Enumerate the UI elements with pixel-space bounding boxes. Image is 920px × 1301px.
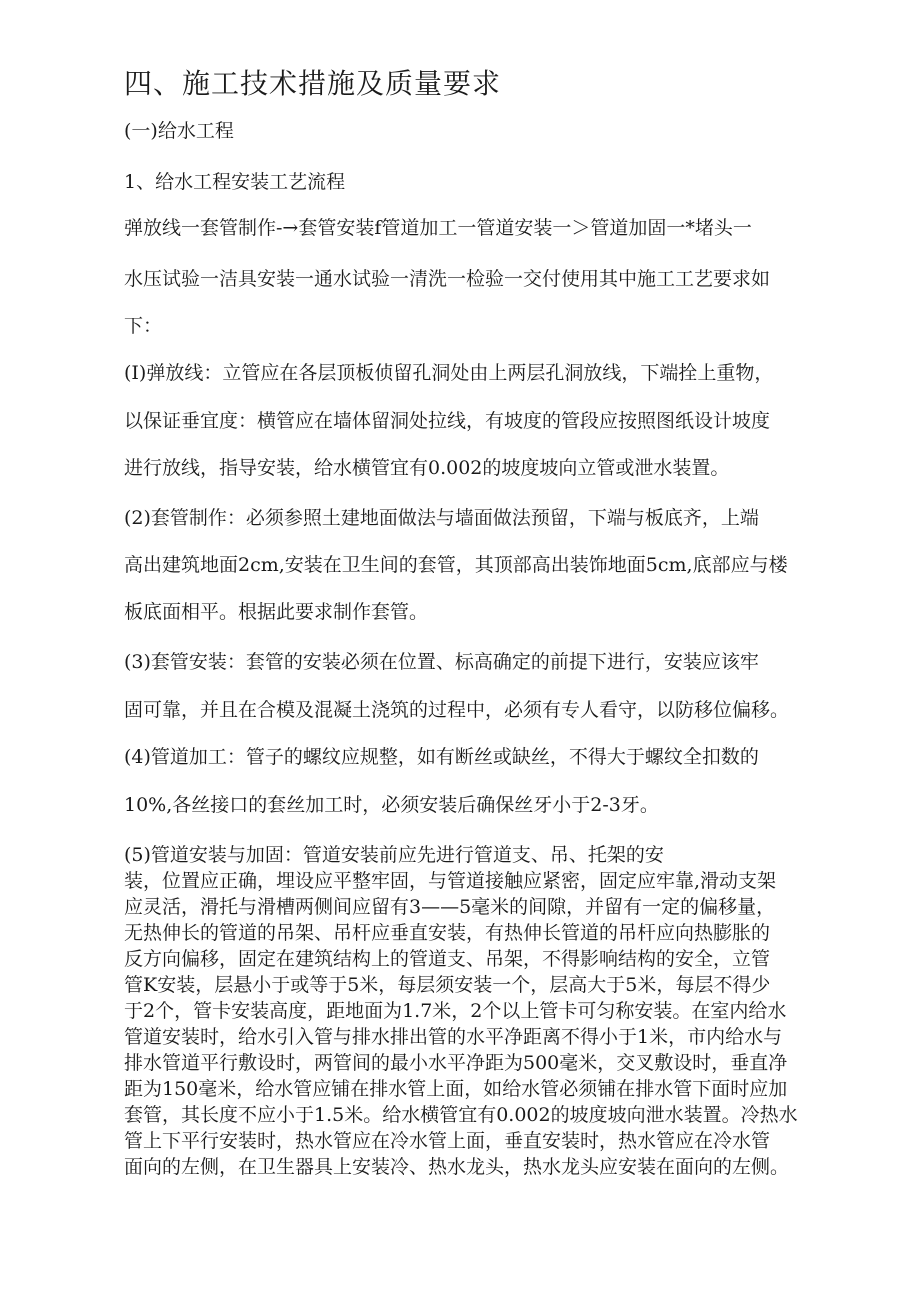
para5-line-11: 套管，其长度不应小于1.5米。给水横管宜有0.002的坡度坡向泄水装置。冷热水 — [124, 1104, 798, 1126]
para5-line-12: 管上下平行安装时，热水管应在冷水管上面，垂直安装时，热水管应在冷水管 — [124, 1130, 771, 1152]
para2-line-3: 板底面相平。根据此要求制作套管。 — [124, 601, 429, 623]
para5-line-3: 应灵活，滑托与滑槽两侧间应留有3——5毫米的间隙，并留有一定的偏移量， — [124, 896, 776, 918]
document-title: 四、施工技术措施及质量要求 — [124, 67, 502, 100]
flow-line-1: 弹放线一套管制作-→套管安装f管道加工一管道安装一＞管道加固一*堵头一 — [124, 217, 752, 239]
subsection-heading: 1、给水工程安装工艺流程 — [124, 171, 346, 193]
section-heading: (一)给水工程 — [124, 120, 234, 142]
para1-line-3: 进行放线，指导安装，给水横管宜有0.002的坡度坡向立管或泄水装置。 — [124, 457, 730, 479]
para3-line-1: (3)套管安装：套管的安装必须在位置、标高确定的前提下进行，安装应该牢 — [124, 651, 759, 673]
para5-line-5: 反方向偏移，固定在建筑结构上的管道支、吊架，不得影响结构的安全，立管 — [124, 948, 771, 970]
para5-line-6: 管K安装，层悬小于或等于5米，每层须安装一个，层高大于5米，每层不得少 — [124, 974, 771, 996]
para5-line-2: 装，位置应正确，埋设应平整牢固，与管道接触应紧密，固定应牢靠,滑动支架 — [124, 870, 777, 892]
para1-line-1: (I)弹放线：立管应在各层顶板侦留孔洞处由上两层孔洞放线，下端拴上重物， — [124, 362, 774, 384]
para5-block — [124, 842, 824, 1180]
para2-line-1: (2)套管制作：必须参照土建地面做法与墙面做法预留，下端与板底齐，上端 — [124, 507, 759, 529]
para4-line-2: 10%,各丝接口的套丝加工时，必须安装后确保丝牙小于2-3牙。 — [124, 794, 659, 816]
para5-line-8: 管道安装时，给水引入管与排水排出管的水平净距离不得小于1米，市内给水与 — [124, 1026, 783, 1048]
para5-line-9: 排水管道平行敷设时，两管间的最小水平净距为500毫米，交叉敷设时，垂直净 — [124, 1052, 788, 1074]
para5-line-13: 面向的左侧，在卫生器具上安装冷、热水龙头，热水龙头应安装在面向的左侧。 — [124, 1156, 790, 1178]
flow-line-3: 下： — [124, 315, 163, 337]
para5-line-1: (5)管道安装与加固：管道安装前应先进行管道支、吊、托架的安 — [124, 844, 664, 866]
flow-line-2: 水压试验一洁具安装一通水试验一清洗一检验一交付使用其中施工工艺要求如 — [124, 268, 771, 290]
para5-line-7: 于2个，管卡安装高度，距地面为1.7米，2个以上管卡可匀称安装。在室内给水 — [124, 1000, 787, 1022]
para3-line-2: 固可靠，并且在合模及混凝土浇筑的过程中，必须有专人看守，以防移位偏移。 — [124, 699, 790, 721]
para5-line-10: 距为150毫米，给水管应铺在排水管上面，如给水管必须铺在排水管下面时应加 — [124, 1078, 788, 1100]
para5-line-4: 无热伸长的管道的吊架、吊杆应垂直安装，有热伸长管道的吊杆应向热膨胀的 — [124, 922, 771, 944]
para1-line-2: 以保证垂宜度：横管应在墙体留洞处拉线，有坡度的管段应按照图纸设计坡度 — [124, 410, 771, 432]
para4-line-1: (4)管道加工：管子的螺纹应规整，如有断丝或缺丝，不得大于螺纹全扣数的 — [124, 746, 759, 768]
para2-line-2: 高出建筑地面2cm,安装在卫生间的套管，其顶部高出装饰地面5cm,底部应与楼 — [124, 554, 788, 576]
